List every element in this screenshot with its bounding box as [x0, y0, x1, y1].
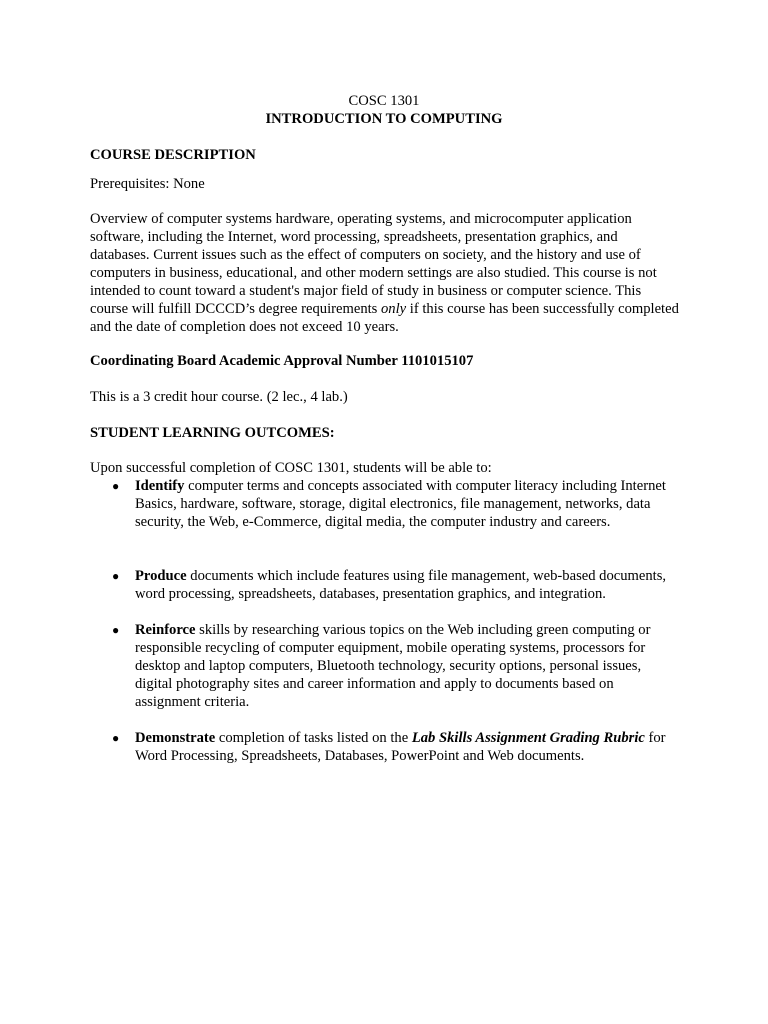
- list-item: [90, 567, 680, 603]
- prerequisites: Prerequisites: None: [90, 176, 205, 192]
- list-item: [90, 729, 680, 765]
- outcomes-intro: Upon successful completion of COSC 1301, students will be able to:: [90, 460, 492, 476]
- bullet-icon: ●: [112, 479, 120, 493]
- outcome-text: completion of tasks listed on the: [215, 730, 412, 746]
- outcome-verb: Identify: [135, 478, 185, 494]
- rubric-title: Lab Skills Assignment Grading Rubric: [411, 730, 645, 746]
- course-code: COSC 1301: [348, 93, 420, 109]
- list-item: [90, 477, 680, 531]
- credit-hours: This is a 3 credit hour course. (2 lec., 4 lab.): [90, 389, 348, 405]
- bullet-icon: ●: [112, 623, 120, 637]
- list-item: [90, 621, 680, 711]
- course-title: INTRODUCTION TO COMPUTING: [265, 111, 503, 127]
- outcome-text-after: for Word Processing, Spreadsheets, Databases, PowerPoint and Web documents.: [135, 730, 666, 764]
- bullet-icon: ●: [112, 569, 120, 583]
- course-overview: [90, 210, 680, 336]
- overview-emphasis: only: [381, 301, 407, 317]
- outcome-text: computer terms and concepts associated with computer literacy including Internet Basics, hardware, software, storage, digital electronics, file management, networks, data security, the Web, e-Commerce, digital media, the computer industry and careers.: [135, 478, 666, 530]
- bullet-icon: ●: [112, 731, 120, 745]
- outcome-text: documents which include features using file management, web-based documents, word processing, spreadsheets, databases, presentation graphics, and integration.: [135, 568, 667, 602]
- overview-text-1: Overview of computer systems hardware, operating systems, and microcomputer application software, including the Internet, word processing, spreadsheets, presentation graphics, and databases. Current issues such as the effect of computers on society, and the history and use of computers in business, educational, and other modern settings are also studied. This course is not intended to count toward a student's major field of study in business or computer science. This course will fulfill DCCCD’s degree requirements: [90, 211, 657, 317]
- overview-text-2: if this course has been successfully completed and the date of completion does not exceed 10 years.: [90, 301, 679, 335]
- outcome-text: skills by researching various topics on the Web including green computing or responsible recycling of computer equipment, mobile operating systems, processors for desktop and laptop computers, Bluetooth technology, security options, personal issues, digital photography sites and career information and apply to documents based on assignment criteria.: [135, 622, 651, 710]
- approval-number: Coordinating Board Academic Approval Number 1101015107: [90, 353, 474, 369]
- course-description-heading: COURSE DESCRIPTION: [90, 147, 256, 163]
- outcome-verb: Demonstrate: [135, 730, 216, 746]
- outcome-verb: Reinforce: [135, 622, 196, 638]
- outcome-verb: Produce: [135, 568, 187, 584]
- outcomes-heading: STUDENT LEARNING OUTCOMES:: [90, 425, 335, 441]
